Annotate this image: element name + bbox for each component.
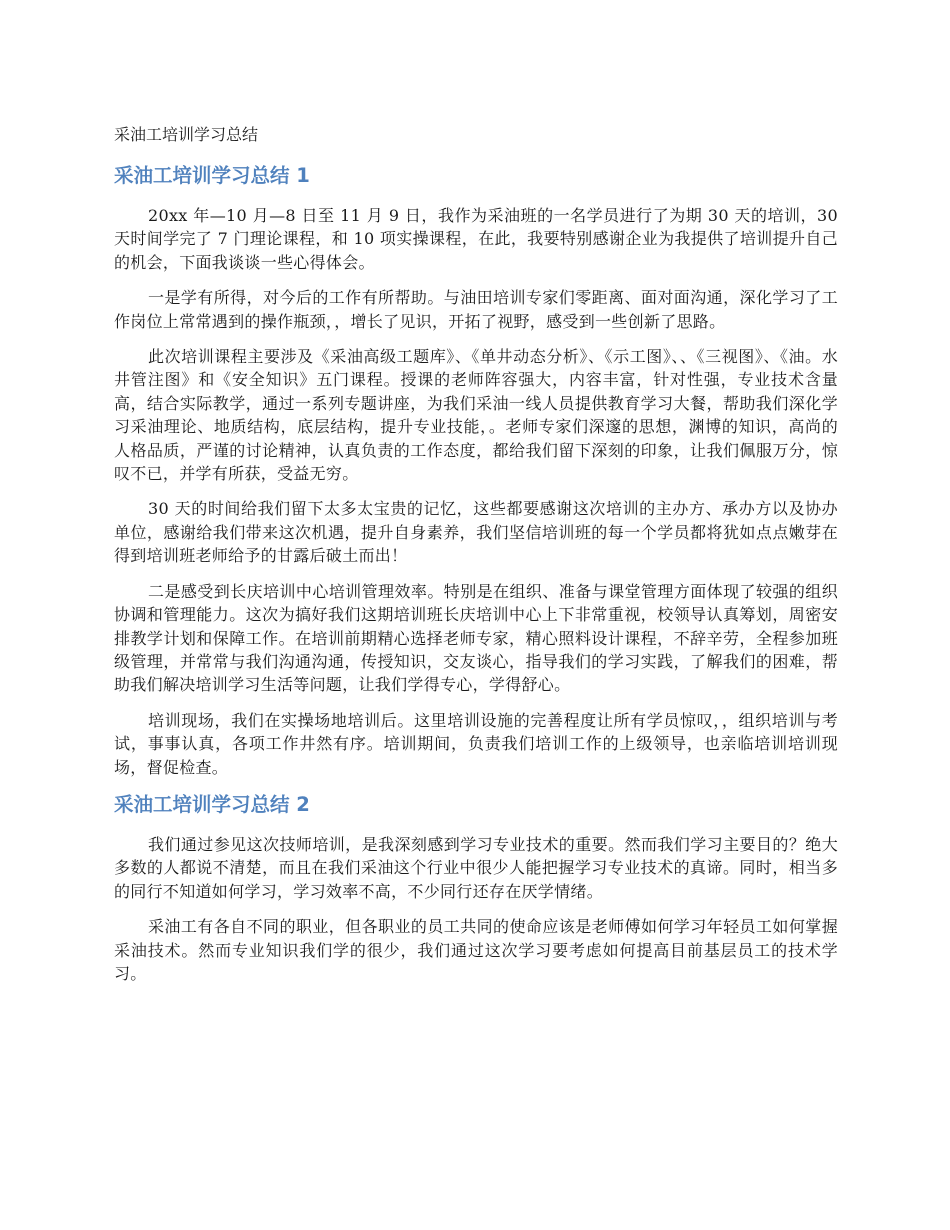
section-1-paragraph-2: 一是学有所得，对今后的工作有所帮助。与油田培训专家们零距离、面对面沟通，深化学习了工作岗位上常常遇到的操作瓶颈，，增长了见识，开拓了视野，感受到一些创新了思路。	[114, 288, 838, 331]
section-2-paragraph-1: 我们通过参见这次技师培训，是我深刻感到学习专业技术的重要。然而我们学习主要目的？绝大多数的人都说不清楚，而且在我们采油这个行业中很少人能把握学习专业技术的真谛。同时，相当多的同行不知道如何学习，学习效率不高，不少同行还存在厌学情绪。	[114, 834, 838, 901]
section-1-paragraph-1: 20xx 年—10 月—8 日至 11 月 9 日，我作为采油班的一名学员进行了为期 30 天的培训，30 天时间学完了 7 门理论课程，和 10 项实操课程，在此，我要特别感谢企业为我提供了培训提升自己的机会，下面我谈谈一些心得体会。	[114, 206, 838, 272]
document-body	[114, 122, 838, 997]
section-1-paragraph-4: 30 天的时间给我们留下太多太宝贵的记忆，这些都要感谢这次培训的主办方、承办方以及协办单位，感谢给我们带来这次机遇，提升自身素养，我们坚信培训班的每一个学员都将犹如点点嫩芽在得到培训班老师给予的甘露后破土而出！	[114, 499, 838, 566]
document-title: 采油工培训学习总结	[114, 125, 259, 144]
section-1-paragraph-5: 二是感受到长庆培训中心培训管理效率。特别是在组织、准备与课堂管理方面体现了较强的组织协调和管理能力。这次为搞好我们这期培训班长庆培训中心上下非常重视，校领导认真筹划，周密安排教学计划和保障工作。在培训前期精心选择老师专家，精心照料设计课程，不辞辛劳，全程参加班级管理，并常常与我们沟通沟通，传授知识，交友谈心，指导我们的学习实践，了解我们的困难，帮助我们解决培训学习生活等问题，让我们学得专心，学得舒心。	[114, 581, 838, 695]
section-heading-2: 采油工培训学习总结 2	[114, 792, 310, 816]
section-1-paragraph-3: 此次培训课程主要涉及《采油高级工题库》、《单井动态分析》、《示工图》、、《三视图》、《油。水井管注图》和《安全知识》五门课程。授课的老师阵容强大，内容丰富，针对性强，专业技术含量高，结合实际教学，通过一系列专题讲座，为我们采油一线人员提供教育学习大餐，帮助我们深化学习采油理论、地质结构，底层结构，提升专业技能，。老师专家们深邃的思想，渊博的知识，高尚的人格品质，严谨的讨论精神，认真负责的工作态度，都给我们留下深刻的印象，让我们佩服万分，惊叹不已，并学有所获，受益无穷。	[114, 347, 838, 484]
section-heading-1: 采油工培训学习总结 1	[114, 164, 310, 187]
section-2-paragraph-2: 采油工有各自不同的职业，但各职业的员工共同的使命应该是老师傅如何学习年轻员工如何掌握采油技术。然而专业知识我们学的很少，我们通过这次学习要考虑如何提高目前基层员工的技术学习。	[114, 917, 838, 983]
section-1-paragraph-6: 培训现场，我们在实操场地培训后。这里培训设施的完善程度让所有学员惊叹，，组织培训与考试，事事认真，各项工作井然有序。培训期间，负责我们培训工作的上级领导，也亲临培训培训现场，督促检查。	[114, 710, 838, 777]
